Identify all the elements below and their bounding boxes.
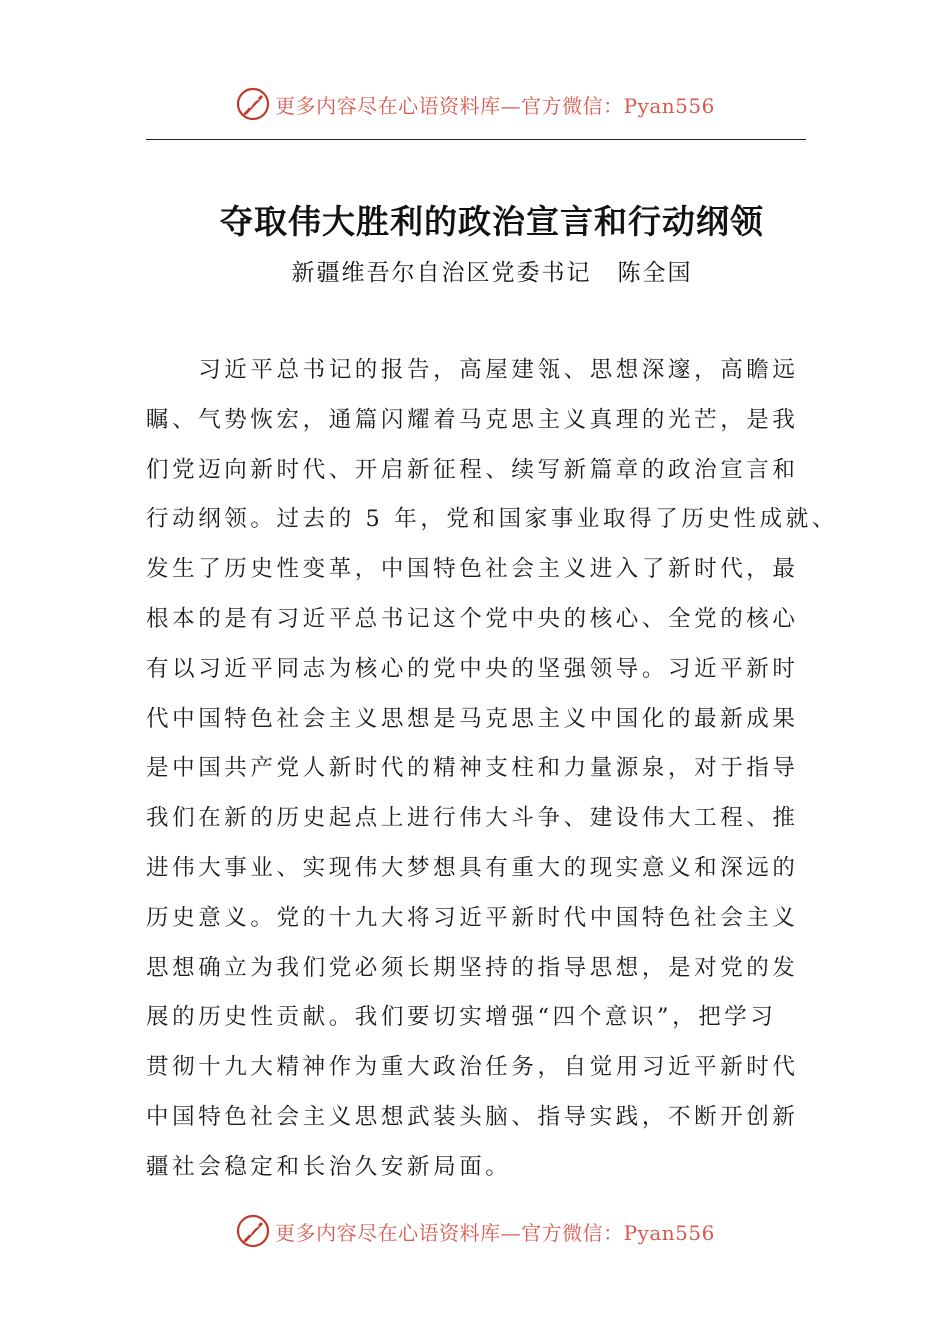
watermark-account: Pyan556: [623, 93, 715, 118]
watermark-site: 更多内容尽在心语资料库: [275, 93, 501, 118]
paragraph-line: 历史意义。党的十九大将习近平新时代中国特色社会主义: [146, 904, 799, 931]
author-name: 陈全国: [617, 260, 693, 286]
paragraph-line: 我们在新的历史起点上进行伟大斗争、建设伟大工程、推: [146, 805, 799, 832]
byline: [0, 254, 950, 287]
paragraph-line: 根本的是有习近平总书记这个党中央的核心、全党的核心: [146, 605, 799, 632]
watermark-account: Pyan556: [623, 1220, 715, 1245]
paragraph-line: 思想确立为我们党必须长期坚持的指导思想，是对党的发: [146, 954, 799, 981]
watermark-site: 更多内容尽在心语资料库: [275, 1220, 501, 1245]
paragraph-line: 贯彻十九大精神作为重大政治任务，自觉用习近平新时代: [146, 1054, 799, 1081]
author-role: 新疆维吾尔自治区党委书记: [291, 260, 592, 286]
paragraph-line: 展的历史性贡献。我们要切实增强“四个意识”，把学习: [146, 1004, 777, 1031]
body-paragraph: [146, 346, 838, 1193]
paragraph-line: 习近平总书记的报告，高屋建瓴、思想深邃，高瞻远: [146, 357, 799, 383]
footer-watermark: [0, 1209, 950, 1253]
watermark-separator: —: [500, 1220, 522, 1245]
watermark-separator: —: [500, 93, 522, 118]
header-divider: [146, 139, 806, 140]
paragraph-line: 行动纲领。过去的 5 年，党和国家事业取得了历史性成就、: [146, 506, 838, 533]
paragraph-line: 有以习近平同志为核心的党中央的坚强领导。习近平新时: [146, 655, 799, 682]
paragraph-line: 是中国共产党人新时代的精神支柱和力量源泉，对于指导: [146, 755, 799, 782]
paragraph-line: 发生了历史性变革，中国特色社会主义进入了新时代，最: [146, 556, 799, 583]
paragraph-line: 瞩、气势恢宏，通篇闪耀着马克思主义真理的光芒，是我: [146, 406, 799, 433]
paragraph-line: 疆社会稳定和长治久安新局面。: [146, 1153, 512, 1180]
watermark-label: 官方微信：: [521, 93, 624, 118]
paragraph-line: 们党迈向新时代、开启新征程、续写新篇章的政治宣言和: [146, 456, 799, 483]
document-title: 夺取伟大胜利的政治宣言和行动纲领: [220, 202, 764, 241]
quill-logo-icon: [235, 86, 271, 122]
paragraph-line: 进伟大事业、实现伟大梦想具有重大的现实意义和深远的: [146, 854, 799, 881]
watermark-text: [275, 1217, 715, 1246]
paragraph-line: 代中国特色社会主义思想是马克思主义中国化的最新成果: [146, 705, 799, 732]
watermark-text: [275, 90, 715, 119]
watermark-label: 官方微信：: [521, 1220, 624, 1245]
header-watermark: [0, 82, 950, 126]
quill-logo-icon: [235, 1213, 271, 1249]
paragraph-line: 中国特色社会主义思想武装头脑、指导实践，不断开创新: [146, 1103, 799, 1130]
